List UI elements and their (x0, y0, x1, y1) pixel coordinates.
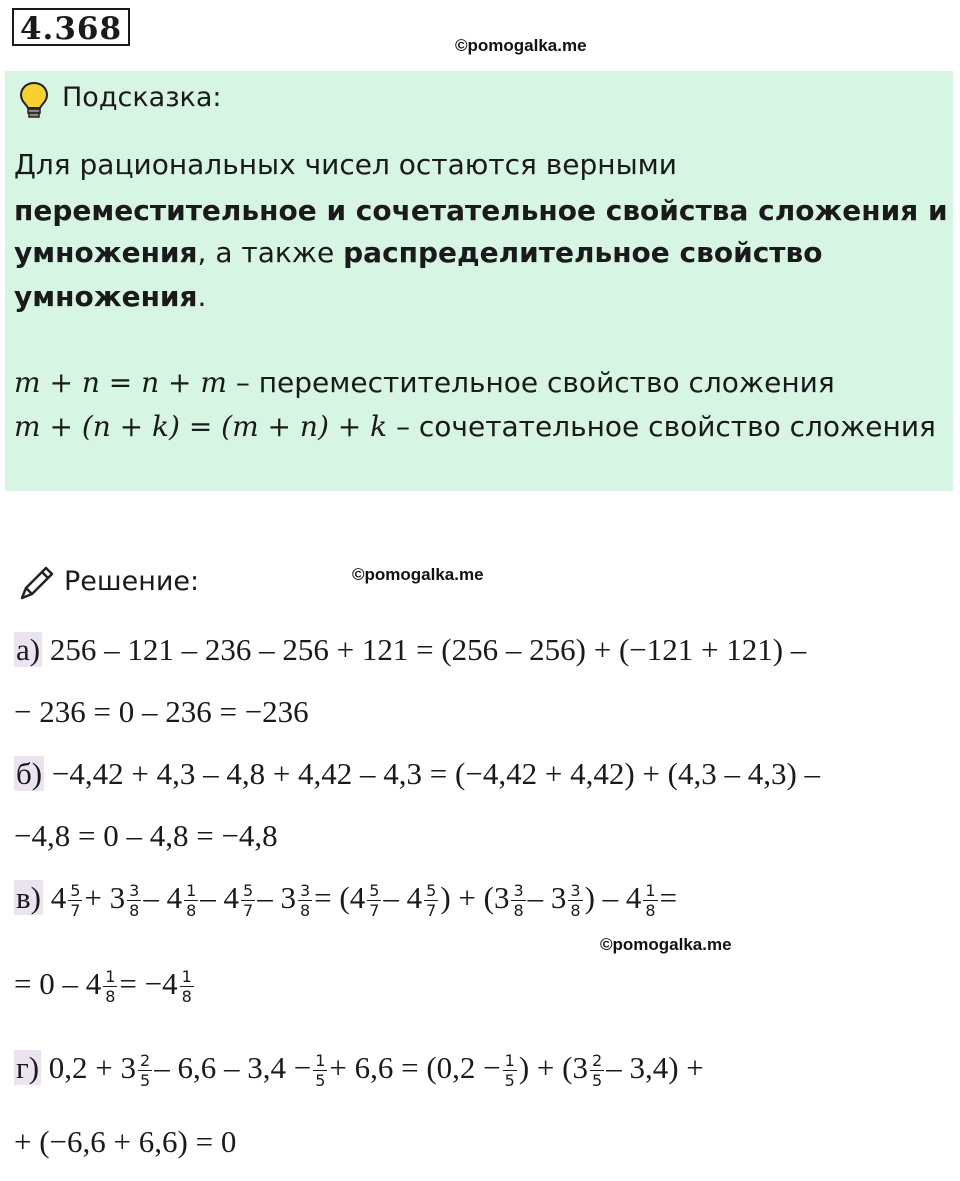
fraction: $\frac{5}{7}$ (426, 881, 437, 921)
formula-associative (14, 410, 936, 443)
fraction: $\frac{1}{5}$ (504, 1051, 515, 1091)
fraction: $\frac{2}{5}$ (592, 1051, 603, 1091)
fraction: $\frac{1}{8}$ (645, 881, 656, 921)
formula-description: – переместительное свойство сложения (226, 366, 835, 399)
expr-part: + 3 (84, 880, 126, 915)
expr-part: ) – 4 (584, 880, 642, 915)
bold-term: умножения (14, 236, 198, 269)
expr-part: 4 (42, 880, 67, 915)
hint-paragraph-line-3 (14, 236, 822, 269)
solution-b-line-1 (14, 756, 820, 792)
solution-a-line-2: − 236 = 0 – 236 = −236 (14, 694, 309, 729)
watermark: ©pomogalka.me (600, 935, 732, 954)
fraction: $\frac{1}{5}$ (315, 1051, 326, 1091)
solution-d-line-1 (14, 1050, 704, 1090)
solution-title: Решение: (64, 566, 200, 597)
formula-description: – сочетательное свойство сложения (387, 410, 936, 443)
fraction: $\frac{5}{7}$ (70, 881, 81, 921)
expr-part: – 6,6 – 3,4 − (154, 1050, 312, 1085)
fraction: $\frac{1}{8}$ (186, 881, 197, 921)
part-label-a: а) (16, 632, 41, 667)
expr-part: = 0 – 4 (14, 966, 102, 1001)
expr-part: 0,2 + 3 (41, 1050, 137, 1085)
fraction: $\frac{1}{8}$ (181, 967, 192, 1007)
expression: 256 – 121 – 236 – 256 + 121 = (256 – 256) + (−121 + 121) – (42, 632, 807, 667)
expr-part: – 4 (383, 880, 423, 915)
expr-part: – 4 (200, 880, 240, 915)
hint-title: Подсказка: (62, 82, 222, 113)
expression: −4,42 + 4,3 – 4,8 + 4,42 – 4,3 = (−4,42 + 4,42) + (4,3 – 4,3) – (44, 756, 821, 791)
solution-b-line-2: −4,8 = 0 – 4,8 = −4,8 (14, 818, 278, 853)
part-label-d: г) (16, 1050, 40, 1085)
text-span: . (197, 280, 207, 313)
hint-paragraph-line-1: Для рациональных чисел остаются верными (14, 148, 677, 181)
expr-part: = (4 (314, 880, 366, 915)
expr-part: – 3 (257, 880, 296, 915)
lightbulb-icon (18, 80, 50, 120)
part-label-b: б) (16, 756, 43, 791)
hint-paragraph-line-2: переместительное и сочетательное свойства сложения и (14, 194, 948, 227)
fraction: $\frac{3}{8}$ (513, 881, 524, 921)
solution-c-line-2 (14, 966, 196, 1006)
expr-part: – 4 (143, 880, 183, 915)
pencil-icon (16, 562, 58, 604)
fraction: $\frac{1}{8}$ (105, 967, 116, 1007)
solution-d-line-2: + (−6,6 + 6,6) = 0 (14, 1124, 237, 1159)
expr-part: ) + (3 (440, 880, 510, 915)
fraction: $\frac{3}{8}$ (570, 881, 581, 921)
fraction: $\frac{5}{7}$ (369, 881, 380, 921)
expr-part: = (659, 880, 678, 915)
watermark: ©pomogalka.me (352, 565, 484, 584)
fraction: $\frac{3}{8}$ (129, 881, 140, 921)
bold-term: умножения (14, 280, 198, 313)
solution-a-line-1 (14, 632, 806, 668)
text-span: , а также (197, 236, 344, 269)
expr-part: ) + (3 (518, 1050, 588, 1085)
expr-part: + 6,6 = (0,2 − (329, 1050, 501, 1085)
formula-math: m + (n + k) = (m + n) + k (14, 410, 388, 443)
expr-part: = −4 (119, 966, 178, 1001)
formula-commutative (14, 366, 835, 399)
hint-paragraph-line-4 (14, 280, 206, 313)
formula-math: m + n = n + m (14, 366, 227, 399)
fraction: $\frac{2}{5}$ (140, 1051, 151, 1091)
watermark: ©pomogalka.me (455, 36, 587, 55)
solution-c-line-1 (14, 880, 677, 920)
fraction: $\frac{3}{8}$ (299, 881, 311, 921)
bold-term: распределительное свойство (343, 236, 823, 269)
part-label-c: в) (16, 880, 41, 915)
expr-part: – 3,4) + (606, 1050, 704, 1085)
fraction: $\frac{5}{7}$ (243, 881, 254, 921)
expr-part: – 3 (527, 880, 567, 915)
task-number: 4.368 (12, 8, 130, 46)
